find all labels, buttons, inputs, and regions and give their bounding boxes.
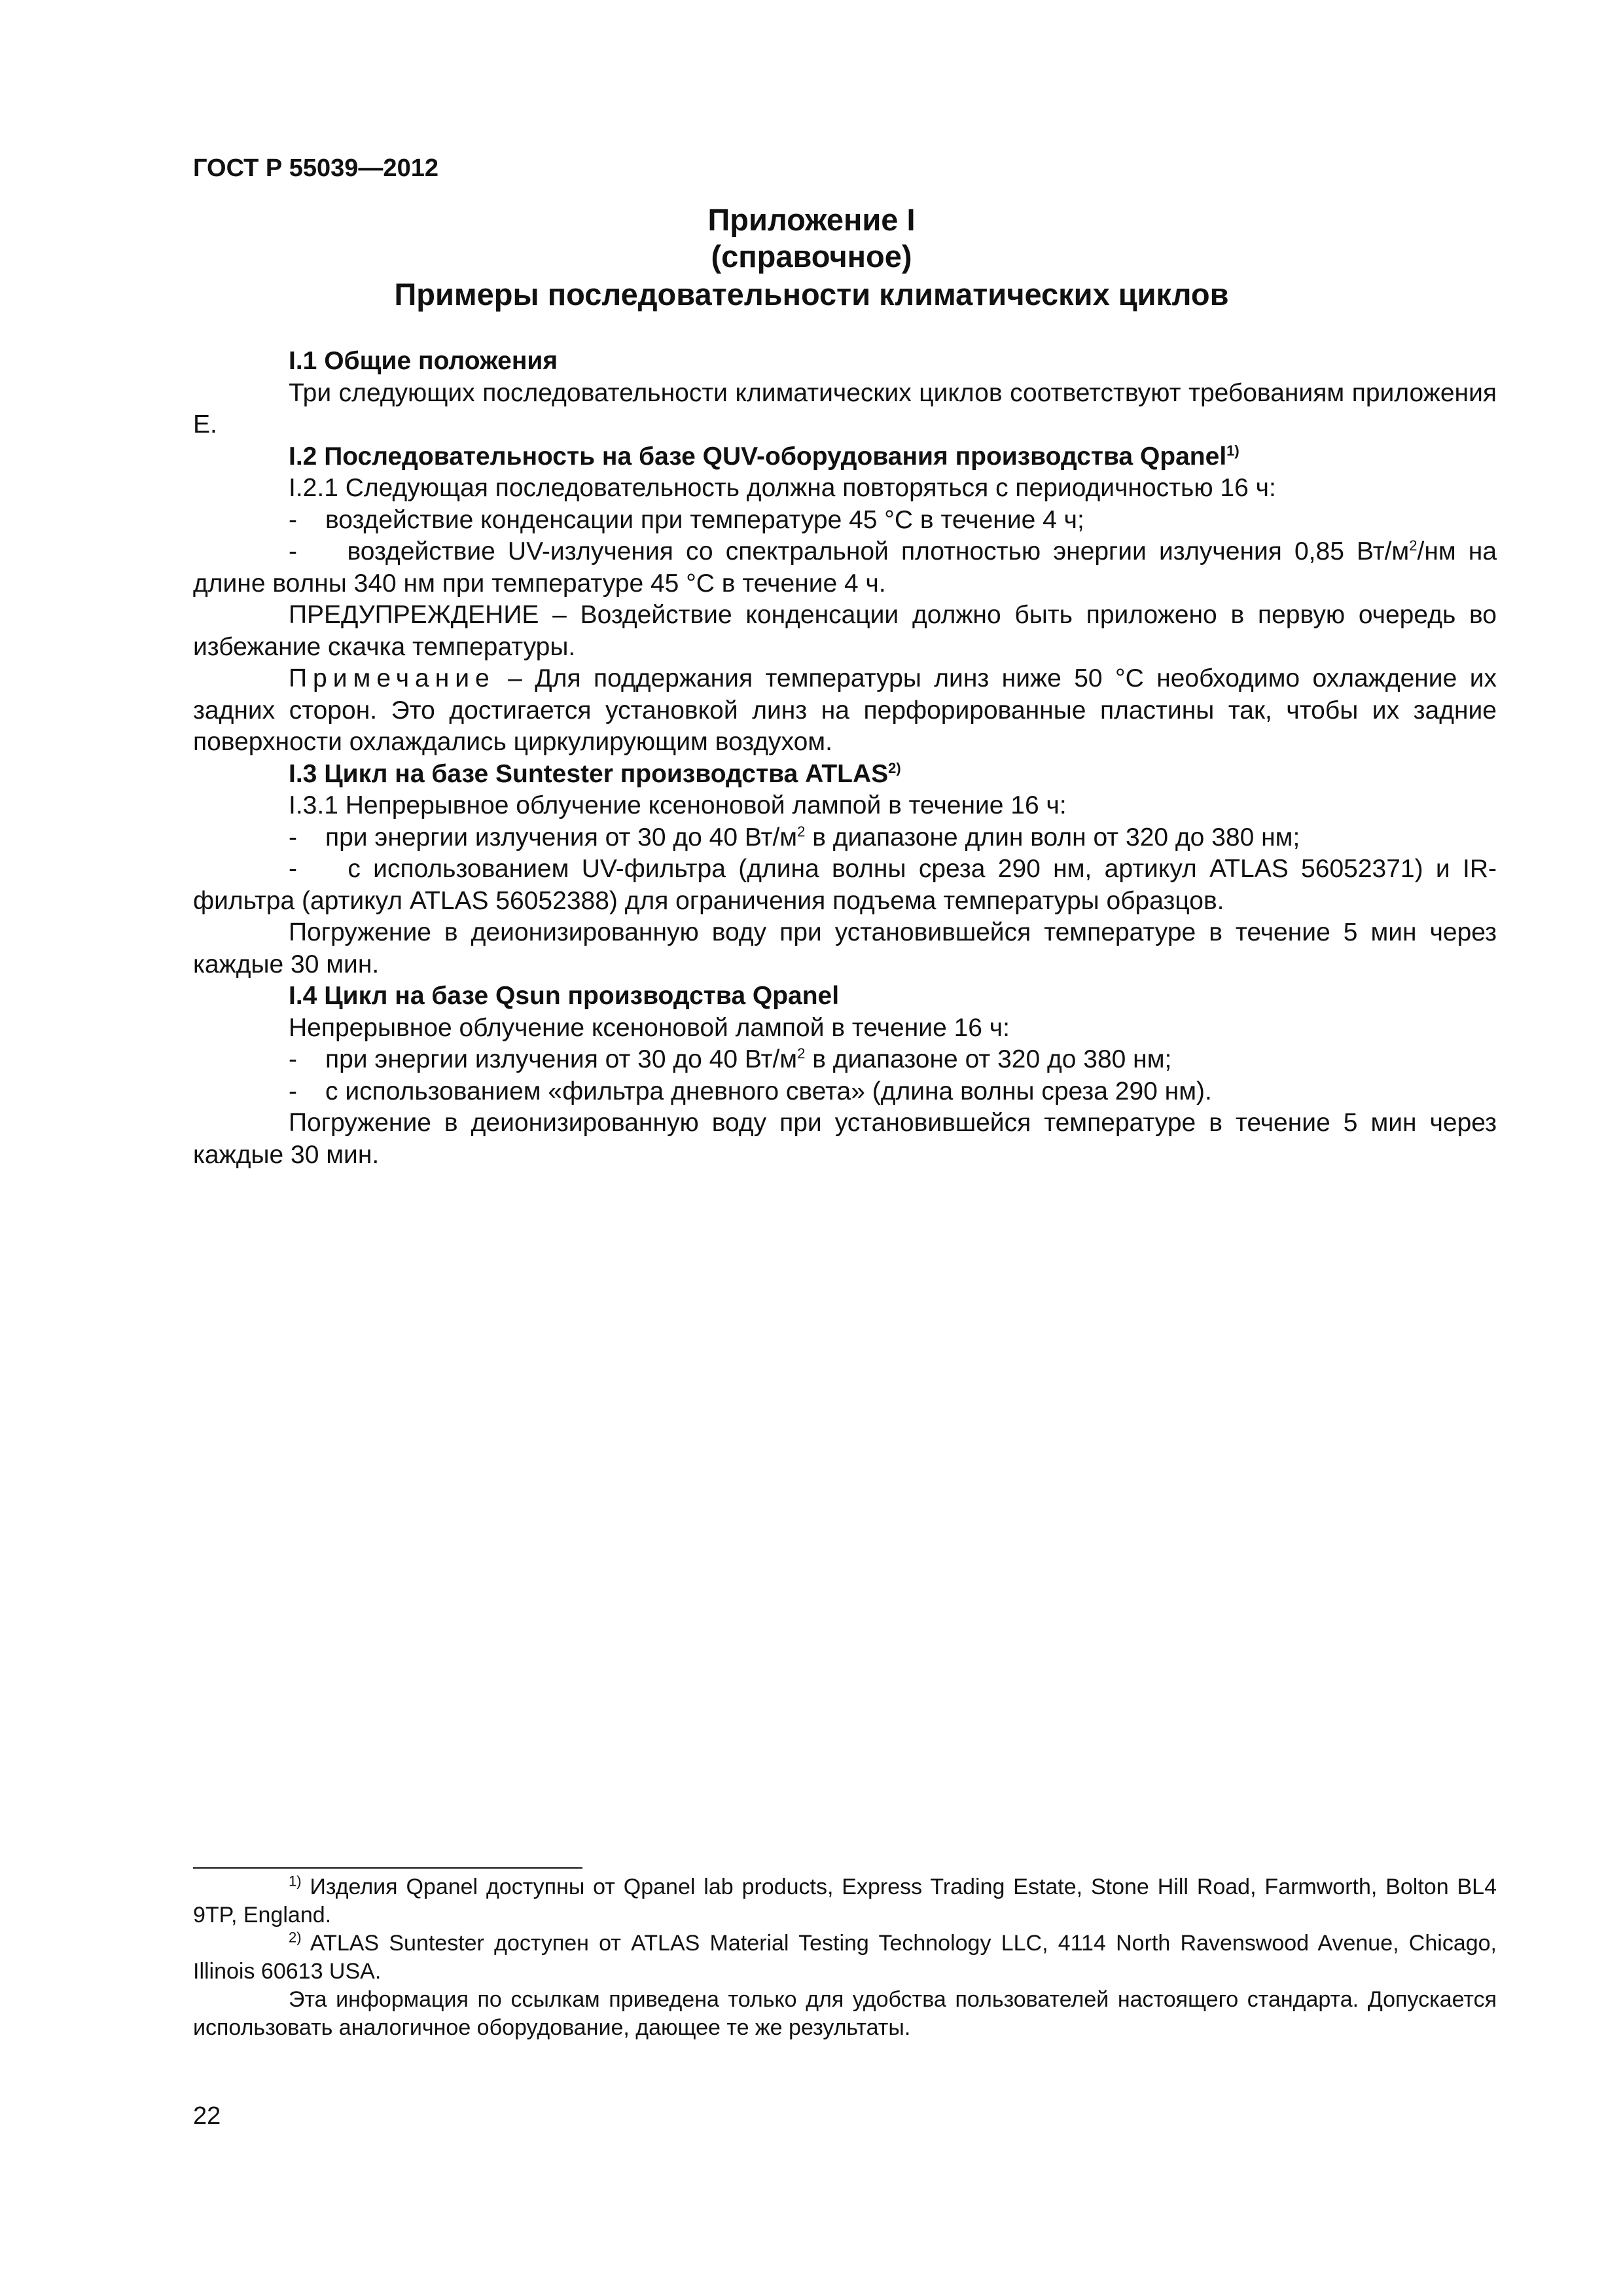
- list-item: - воздействие UV-излучения со спектральной плотностью энергии излучения 0,85 $Вт/м^2/нм$ на длине волны 340 нм при температуре 45 °С в течение 4 ч.: [193, 537, 1497, 598]
- paragraph: Непрерывное облучение ксеноновой лампой в течение 16 ч:: [289, 1013, 1010, 1042]
- footnote-2: $^{2)}$ ATLAS Suntester доступен от ATLAS Material Testing Technology LLC, 4114 North Ravenswood Avenue, Chicago, Illinois 60613 USA.: [193, 1929, 1497, 1984]
- list-item: - при энергии излучения от 30 до 40 $Вт/м^2$ в диапазоне от 320 до 380 нм;: [289, 1045, 1172, 1073]
- footnote-1: $^{1)}$ Изделия Qpanel доступны от Qpanel lab products, Express Trading Estate, Stone Hill Road, Farmworth, Bolton BL4 9TP, England.: [193, 1873, 1497, 1928]
- footnote-ref: 2): [888, 759, 901, 776]
- footnote-divider: [193, 1867, 582, 1869]
- footnote-note: Эта информация по ссылкам приведена только для удобства пользователей настоящего стандарта. Допускается использовать аналогичное оборудование, дающее те же результаты.: [193, 1987, 1497, 2040]
- paragraph: Погружение в деионизированную воду при установившейся температуре в течение 5 мин через каждые 30 мин.: [193, 918, 1497, 978]
- paragraph: I.2.1 Следующая последовательность должна повторяться с периодичностью 16 ч:: [289, 474, 1276, 502]
- page-number: 22: [193, 2102, 221, 2130]
- appendix-title: Приложение I: [707, 202, 916, 237]
- section-heading-4: I.4 Цикл на базе Qsun производства Qpanel: [289, 982, 840, 1010]
- section-heading-1: I.1 Общие положения: [289, 347, 558, 375]
- appendix-subject: Примеры последовательности климатических циклов: [394, 277, 1229, 312]
- list-item: - при энергии излучения от 30 до 40 $Вт/м^2$ в диапазоне длин волн от 320 до 380 нм;: [289, 823, 1300, 852]
- note-text: Примечание – Для поддержания температуры линз ниже 50 °С необходимо охлаждение их задних сторон. Это достигается установкой линз на перфорированные пластины так, чтобы их задние поверхности охлаждались циркулирующим воздухом.: [193, 664, 1497, 756]
- paragraph: I.3.1 Непрерывное облучение ксеноновой лампой в течение 16 ч:: [289, 791, 1067, 819]
- warning-text: ПРЕДУПРЕЖДЕНИЕ – Воздействие конденсации должно быть приложено в первую очередь во избежание скачка температуры.: [193, 601, 1497, 661]
- document-code: ГОСТ Р 55039—2012: [193, 154, 438, 182]
- section-heading-2: I.2 Последовательность на базе QUV-оборудования производства Qpanel$^{1)}$: [289, 442, 1240, 471]
- list-item: - с использованием «фильтра дневного света» (длина волны среза 290 нм).: [289, 1077, 1212, 1105]
- list-item: - с использованием UV-фильтра (длина волны среза 290 нм, артикул ATLAS 56052371) и IR-фильтра (артикул ATLAS 56052388) для ограничения подъема температуры образцов.: [193, 855, 1497, 915]
- appendix-type: (справочное): [711, 239, 912, 274]
- paragraph: Погружение в деионизированную воду при установившейся температуре в течение 5 мин через каждые 30 мин.: [193, 1109, 1497, 1169]
- main-body: [193, 346, 1497, 1171]
- footnote-ref: 1): [1226, 442, 1240, 459]
- note-label: Примечание: [289, 664, 495, 692]
- list-item: - воздействие конденсации при температуре 45 °С в течение 4 ч;: [289, 505, 1084, 534]
- footnotes: [193, 1873, 1497, 2042]
- section-heading-3: I.3 Цикл на базе Suntester производства ATLAS$^{2)}$: [289, 759, 901, 788]
- paragraph: Три следующих последовательности климатических циклов соответствуют требованиям приложения Е.: [193, 378, 1497, 439]
